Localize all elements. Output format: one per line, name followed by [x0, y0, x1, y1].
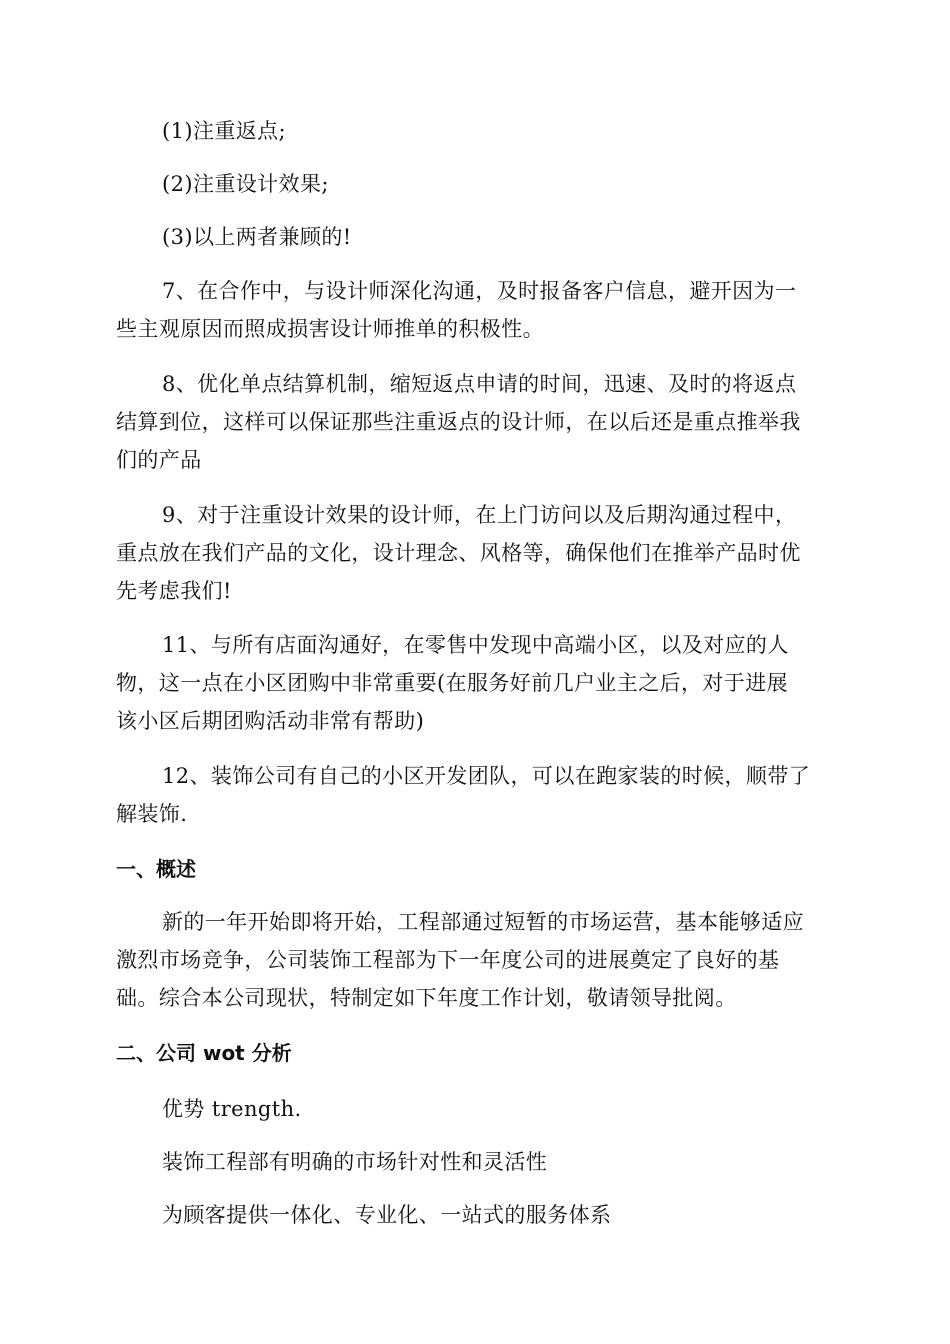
- paragraph-line: 先考虑我们!: [116, 579, 232, 603]
- paragraph-11: [116, 626, 834, 740]
- paragraph-12: [116, 757, 834, 833]
- swot-line-2: 装饰工程部有明确的市场针对性和灵活性: [162, 1150, 548, 1174]
- list-item-3: (3)以上两者兼顾的!: [162, 225, 352, 249]
- paragraph-line: 些主观原因而照成损害设计师推单的积极性。: [116, 317, 544, 341]
- section-heading-swot: 二、公司 wot 分析: [116, 1041, 292, 1065]
- paragraph-line: 12、装饰公司有自己的小区开发团队，可以在跑家装的时候，顺带了: [162, 764, 811, 788]
- paragraph-line: 8、优化单点结算机制，缩短返点申请的时间，迅速、及时的将返点: [162, 372, 797, 396]
- paragraph-8: [116, 365, 834, 479]
- paragraph-line: 解装饰.: [116, 802, 188, 826]
- paragraph-line: 础。综合本公司现状，特制定如下年度工作计划，敬请领导批阅。: [116, 986, 737, 1010]
- swot-line-3: 为顾客提供一体化、专业化、一站式的服务体系: [162, 1203, 612, 1227]
- list-item-1: (1)注重返点;: [162, 119, 287, 143]
- paragraph-overview: [116, 903, 834, 1017]
- paragraph-line: 激烈市场竞争，公司装饰工程部为下一年度公司的进展奠定了良好的基: [116, 948, 780, 972]
- section-heading-overview: 一、概述: [116, 857, 196, 881]
- paragraph-line: 9、对于注重设计效果的设计师，在上门访问以及后期沟通过程中，: [162, 503, 797, 527]
- paragraph-9: [116, 496, 834, 610]
- paragraph-line: 11、与所有店面沟通好，在零售中发现中高端小区，以及对应的人: [162, 633, 789, 657]
- list-item-2: (2)注重设计效果;: [162, 172, 329, 196]
- paragraph-line: 7、在合作中，与设计师深化沟通，及时报备客户信息，避开因为一: [162, 279, 797, 303]
- swot-line-1: 优势 trength.: [162, 1097, 302, 1121]
- paragraph-line: 物，这一点在小区团购中非常重要(在服务好前几户业主之后，对于进展: [116, 671, 788, 695]
- paragraph-line: 重点放在我们产品的文化，设计理念、风格等，确保他们在推举产品时优: [116, 541, 801, 565]
- paragraph-line: 结算到位，这样可以保证那些注重返点的设计师，在以后还是重点推举我: [116, 410, 801, 434]
- paragraph-line: 们的产品: [116, 448, 202, 472]
- paragraph-line: 新的一年开始即将开始，工程部通过短暂的市场运营，基本能够适应: [162, 910, 804, 934]
- paragraph-7: [116, 272, 834, 348]
- paragraph-line: 该小区后期团购活动非常有帮助): [116, 709, 425, 733]
